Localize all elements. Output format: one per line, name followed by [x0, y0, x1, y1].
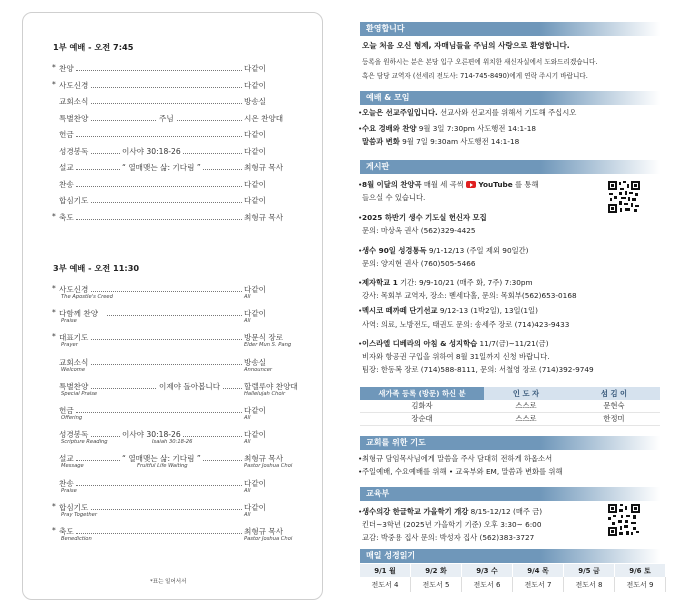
service3-title: 3부 예배 - 오전 11:30: [53, 263, 140, 273]
service3-item-leader: 다같이: [244, 406, 267, 415]
service3-item-title: “ 열매맺는 삶: 기다림 ”: [122, 454, 201, 464]
server-col-header: 섬 김 이: [568, 387, 660, 400]
board-discipleship: 제자학교 1 기간: 9/9-10/21 (매주 화, 7주) 7:30pm: [362, 278, 533, 287]
table-row: 장순대 스스로 한정미: [360, 413, 660, 426]
service1-item-leader: 최형규 목사: [244, 212, 284, 222]
service3-item-leader: 최형규 목사: [244, 454, 284, 464]
service1-item-leader: 다같이: [244, 146, 267, 156]
service3-item-leader: 다같이: [244, 285, 267, 294]
service1-item-title: 주님: [159, 113, 174, 123]
service1-item-name: 합심기도: [59, 196, 89, 205]
korean-school-contact: 교감: 박중용 집사 문의: 박성자 집사 (562)383-3727: [362, 533, 535, 542]
service1-item: [52, 96, 302, 110]
worship-mission-sunday: 오늘은 선교주일입니다. 선교사와 선교지를 위해서 기도해 주십시오: [362, 108, 577, 117]
service3-item: 찬송 Praise 다같이 All: [59, 478, 267, 494]
service1-item: [52, 113, 302, 127]
korean-school-grades: 킨더~3학년 (2025년 가을학기 기준) 오후 3:30~ 6:00: [362, 520, 542, 529]
service3-item-leader: 다같이: [244, 502, 267, 512]
service3-item: 설교 “ 열매맺는 삶: 기다림 ” Fruitful Life Waiting Message 최형규 목사 Pastor Joshua Choi: [59, 454, 293, 470]
service3-item: 교회소식 Welcome 방송실 Announcer: [59, 357, 273, 373]
service3-item: * 대표기도 Prayer 방문식 장로 Elder Mun S. Pang: [52, 332, 292, 349]
service1-item-leader: 다같이: [244, 130, 267, 139]
service1-item-title: 이사야 30:18-26: [122, 146, 181, 156]
service3-item: 헌금 Offering 다같이 All: [59, 406, 267, 421]
service1-item: * 찬양 다같이: [52, 63, 267, 73]
service3-item-name: 헌금: [59, 406, 74, 415]
service3-item-title: 이사야 30:18-26: [122, 430, 181, 440]
service1-item-name: 찬송: [59, 179, 74, 189]
board-prayer-contact: 문의: 마상옥 권사 (562)329-4425: [362, 226, 476, 235]
board-israel-contact: 팀장: 한동복 장로 (714)588-8111, 문의: 서철영 장로 (714)392-9749: [362, 365, 594, 374]
service1-item-name: 교회소식: [59, 97, 89, 106]
table-row: 김화자 스스로 문현숙: [360, 400, 660, 413]
service3-item-leader: 방송실: [244, 357, 267, 367]
service3-item-name: 성경봉독: [59, 430, 89, 440]
korean-school-opening: 생수의강 한글학교 가을학기 개강 8/15-12/12 (매주 금): [362, 507, 543, 516]
board-bible-90-contact: 문의: 양지현 권사 (760)505-5466: [362, 259, 476, 268]
board-praise-song: 8월 이달의 찬양곡 매월 세 곡씩 YouTube 를 통해: [362, 180, 539, 189]
service3-item-leader: 다같이: [244, 430, 267, 440]
welcome-line-2: 등록을 원하시는 분은 본당 입구 오른편에 위치한 새신자실에서 도와드리겠습니다.: [362, 58, 598, 66]
service1-item-leader: 다같이: [244, 179, 267, 189]
service3-item-name: 특별찬양: [59, 381, 89, 391]
youtube-brand: YouTube: [478, 180, 513, 189]
board-israel-visa: 비자와 항공권 구입을 위하여 8월 31일까지 신청 바랍니다.: [362, 352, 550, 361]
service3-item-name: 사도신경: [59, 285, 89, 294]
table-row: 전도서 4 전도서 5 전도서 6 전도서 7 전도서 8 전도서 9: [360, 577, 666, 592]
service1-item-leader: 방송실: [244, 97, 267, 106]
service3-item: * 다함께 찬양 Praise 다같이 All: [52, 308, 267, 325]
service3-item-leader: 다같이: [244, 478, 267, 488]
service3-item-name: 대표기도: [59, 333, 89, 343]
welcome-header: 환영합니다: [360, 22, 660, 36]
board-header: 게시판: [360, 160, 660, 174]
service1-item-name: 축도: [59, 212, 74, 222]
prayer-item-1: 최형규 담임목사님에게 말씀을 주사 담대히 전하게 하옵소서: [362, 454, 553, 463]
service1-item-leader: 다같이: [244, 196, 267, 205]
worship-wednesday: 수요 경배와 찬양 9월 3일 7:30pm 사도행전 14:1-18: [362, 124, 537, 133]
service1-item-name: 성경봉독: [59, 146, 89, 156]
service3-item-name: 교회소식: [59, 357, 89, 367]
service1-item: [52, 195, 302, 209]
service3-item-name: 찬송: [59, 478, 74, 488]
board-discipleship-contact: 강사: 목회부 교역자, 장소: 벧세다홀, 문의: 목회부(562)653-0168: [362, 291, 577, 300]
service1-item-leader: 다같이: [244, 80, 267, 90]
worship-word-change: 말씀과 변화 9월 7일 9:30am 사도행전 14:1-18: [362, 137, 520, 146]
welcome-line-1: 오늘 처음 오신 형제, 자매님들을 주님의 사랑으로 환영합니다.: [362, 41, 570, 50]
service1-item-name: 특별찬양: [59, 113, 89, 123]
service3-item: * 사도신경 The Apostle's Creed 다같이 All: [52, 284, 267, 300]
service3-item: * 축도 Benediction 최형규 목사 Pastor Joshua Choi: [52, 526, 293, 542]
service3-item: * 합심기도 Pray Together 다같이 All: [52, 501, 267, 518]
service3-item-leader: 방문식 장로: [244, 333, 284, 343]
youtube-icon: [466, 181, 476, 188]
service1-item-leader: 다같이: [244, 64, 267, 73]
service3-item: 성경봉독 이사야 30:18-26 Isaiah 30:18-26 Scripture Reading 다같이 All: [59, 430, 267, 446]
board-mexico-mission: 멕시코 떼까떼 단기선교 9/12-13 (1박2일), 13일(1일): [362, 306, 538, 315]
service1-item-name: 설교: [59, 163, 74, 172]
standing-footnote: *표는 일어서서: [150, 579, 187, 585]
guide-col-header: 인 도 자: [484, 387, 568, 400]
bible-reading-table: 9/1 월 9/2 화 9/3 수 9/4 목 9/5 금 9/6 토 전도서 4 전도서 5 전도서 6 전도서 7 전도서 8 전도서 9: [360, 564, 666, 592]
service1-item-leader: 최형규 목사: [244, 163, 284, 172]
board-israel-trip: 이스라엘 디베라의 아침 & 성지학습 11/7(금)~11/21(금): [362, 339, 549, 348]
service1-item-name: 헌금: [59, 130, 74, 139]
service3-item-leader: 다같이: [244, 309, 267, 319]
board-bible-90: 생수 90일 성경통독 9/1-12/13 (주일 제외 90일간): [362, 246, 529, 255]
welcome-line-3: 혹은 담당 교역자 (선세리 전도사: 714-745-8490)에게 연락 주시기 바랍니다.: [362, 72, 588, 80]
service1-item-name: 사도신경: [59, 80, 89, 90]
qr-code-icon[interactable]: [607, 180, 641, 214]
service3-item-leader: 최형규 목사: [244, 527, 284, 536]
service3-item-title: 이제야 돌아봅니다: [159, 381, 221, 391]
service1-item-leader: 시온 찬양대: [244, 113, 284, 123]
service3-item-name: 설교: [59, 454, 74, 464]
qr-code-icon[interactable]: [607, 503, 641, 537]
board-praise-song-line2: 들으실 수 있습니다.: [362, 193, 426, 202]
service1-item-name: 찬양: [59, 64, 74, 73]
service1-item: [52, 179, 302, 193]
service3-item-name: 합심기도: [59, 502, 89, 512]
newcomer-col-header: 새가족 등록 (방문) 하신 분: [360, 387, 484, 400]
service3-item-name: 축도: [59, 527, 74, 536]
board-prayer-volunteers: 2025 하반기 생수 기도실 헌신자 모집: [362, 213, 487, 222]
service1-item: * 사도신경 다같이: [52, 79, 267, 90]
education-header: 교육부: [360, 487, 660, 501]
worship-header: 예배 & 모임: [360, 91, 660, 105]
service1-item: * 축도 최형규 목사: [52, 211, 284, 222]
service3-item: 특별찬양 이제야 돌아봅니다 Special Praise 할렐루야 찬양대 Hallelujah Choir: [59, 381, 298, 397]
service1-item-title: “ 열매맺는 삶: 기다림 ”: [122, 163, 201, 172]
newcomer-table: [360, 387, 660, 426]
prayer-item-2: 주일예배, 수요예배를 위해 • 교육부와 EM, 말씀과 변화를 위해: [362, 467, 563, 476]
service3-item-leader: 할렐루야 찬양대: [244, 381, 298, 391]
service1-item: [52, 129, 302, 143]
bible-reading-header: 매일 성경읽기: [360, 549, 660, 563]
board-mexico-contact: 사역: 의료, 노방전도, 태권도 문의: 송세주 장로 (714)423-9433: [362, 320, 570, 329]
service3-item-name: 다함께 찬양: [59, 309, 99, 319]
service1-item: [52, 146, 302, 160]
prayer-header: 교회를 위한 기도: [360, 436, 660, 450]
service1-title: 1부 예배 - 오전 7:45: [53, 42, 134, 52]
service1-item: [52, 162, 302, 176]
